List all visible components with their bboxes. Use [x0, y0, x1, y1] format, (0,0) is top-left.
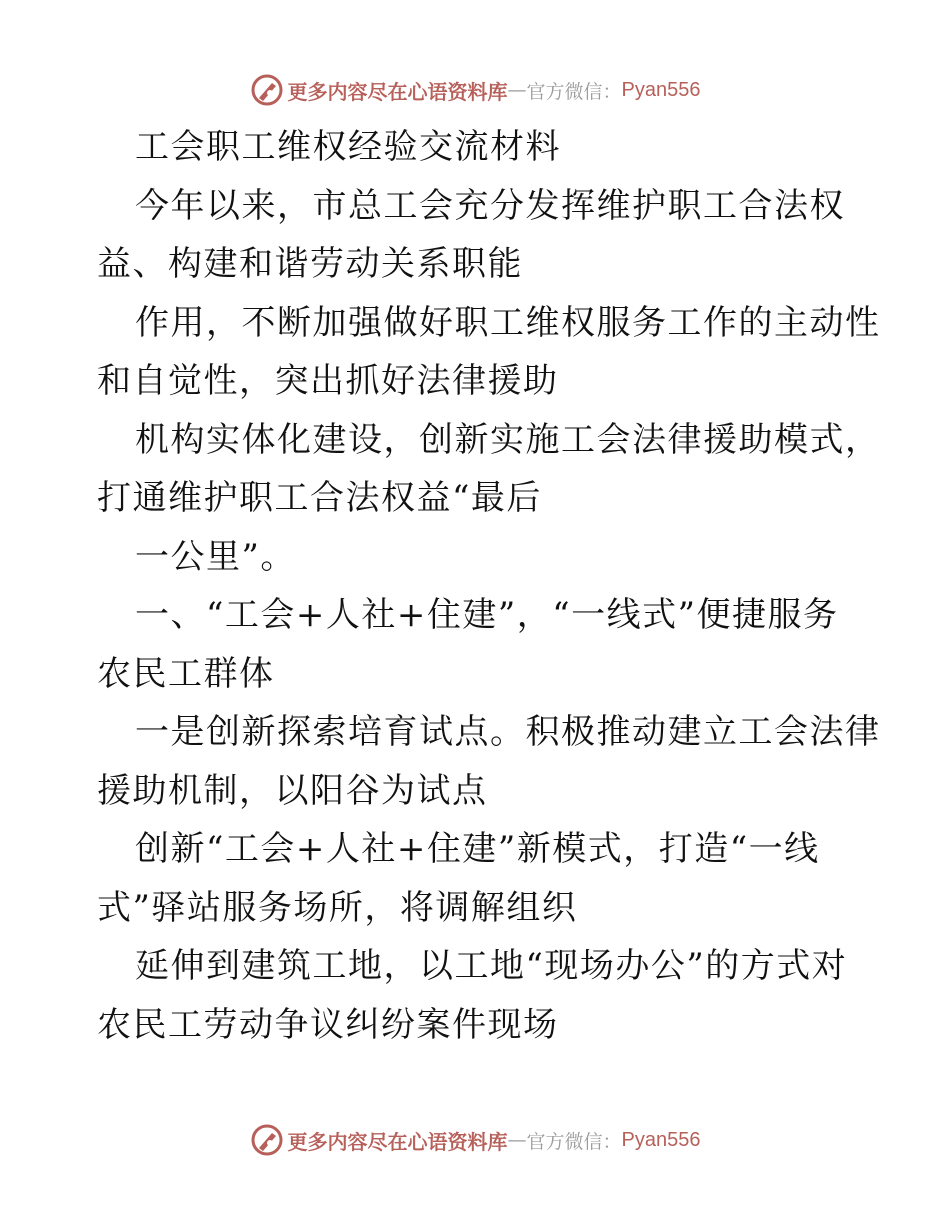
text-line: 援助机制，以阳谷为试点 [97, 770, 488, 811]
text-line: 创新“工会+人社+住建”新模式，打造“一线 [135, 829, 820, 869]
pen-circle-logo-icon [250, 73, 284, 107]
pen-circle-logo-icon [250, 1123, 284, 1157]
banner-wechat-id: Pyan556 [621, 1128, 701, 1151]
text-line: 农民工群体 [97, 653, 275, 694]
banner-wechat-label: 官方微信： [526, 80, 622, 103]
banner-wechat-id: Pyan556 [621, 78, 701, 101]
banner-dash: — [507, 1129, 527, 1151]
text-line: 一公里”。 [135, 536, 296, 577]
text-line: 延伸到建筑工地，以工地“现场办公”的方式对 [135, 946, 848, 986]
footer-banner[interactable] [0, 1120, 950, 1160]
text-line: 作用，不断加强做好职工维权服务工作的主动性 [135, 302, 881, 343]
banner-wechat-label: 官方微信： [526, 1130, 622, 1153]
banner-text: 更多内容尽在心语资料库 [287, 1129, 508, 1154]
document-title: 工会职工维权经验交流材料 [135, 127, 561, 167]
text-line: 益、构建和谐劳动关系职能 [97, 244, 523, 284]
banner-text: 更多内容尽在心语资料库 [287, 79, 508, 104]
text-line: 和自觉性，突出抓好法律援助 [97, 361, 559, 401]
text-line: 机构实体化建设，创新实施工会法律援助模式， [135, 419, 881, 460]
text-line: 打通维护职工合法权益“最后 [97, 478, 542, 518]
text-line: 一是创新探索培育试点。积极推动建立工会法律 [135, 712, 881, 752]
text-line: 今年以来，市总工会充分发挥维护职工合法权 [135, 185, 845, 226]
banner-dash: — [507, 79, 527, 101]
header-banner[interactable] [0, 70, 950, 110]
document-body [97, 118, 881, 1054]
text-line: 农民工劳动争议纠纷案件现场 [97, 1004, 559, 1045]
section-heading: 一、“工会+人社+住建”，“一线式”便捷服务 [135, 595, 839, 635]
text-line: 式”驿站服务场所，将调解组织 [97, 887, 578, 928]
